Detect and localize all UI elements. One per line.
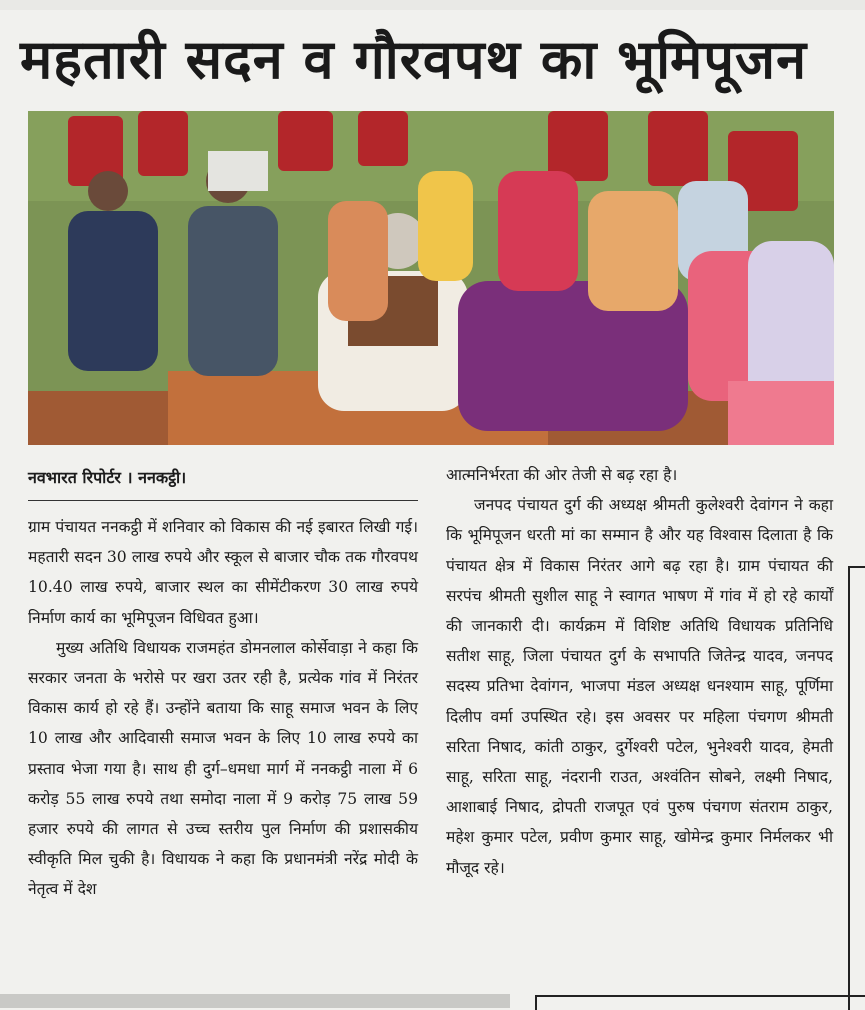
article-column-left [28, 512, 418, 905]
paragraph: आत्मनिर्भरता की ओर तेजी से बढ़ रहा है। [446, 466, 678, 484]
headline: महतारी सदन व गौरवपथ का भूमिपूजन [20, 28, 808, 91]
paragraph: जनपद पंचायत दुर्ग की अध्यक्ष श्रीमती कुलेश्वरी देवांगन ने कहा कि भूमिपूजन धरती मां का सम्मान है और यह विश्वास दिलाता है कि पंचायत क्षेत्र में विकास निरंतर आगे बढ़ रहा है। ग्राम पंचायत की सरपंच श्रीमती सुशील साहू ने स्वागत भाषण में गांव में हो रहे कार्यों की जानकारी दी। कार्यक्रम में विशिष्ट अतिथि विधायक प्रतिनिधि सतीश साहू, जिला पंचायत दुर्ग के सभापति जितेन्द्र यादव, जनपद सदस्य प्रतिभा देवांगन, भाजपा मंडल अध्यक्ष धनश्याम साहू, पूर्णिमा दिलीप वर्मा उपस्थित रहे। इस अवसर पर महिला पंचगण श्रीमती सरिता निषाद, कांती ठाकुर, दुर्गेश्वरी पटेल, भुनेश्वरी यादव, हेमती साहू, सरिता साहू, नंदरानी राउत, अश्वंतिन सोबने, लक्ष्मी निषाद, आशाबाई निषाद, द्रोपती राजपूत एवं पुरुष पंचगण संतराम ठाकुर, महेश कुमार पटेल, प्रवीण कुमार साहू, खोमेन्द्र कुमार निर्मलकर भी मौजूद रहे। [446, 496, 833, 877]
bottom-strip [0, 994, 510, 1008]
byline: नवभारत रिपोर्टर । ननकट्ठी। [28, 468, 187, 487]
adjacent-article-frame [848, 566, 865, 1010]
top-page-strip [0, 0, 865, 10]
paragraph: मुख्य अतिथि विधायक राजमहंत डोमनलाल कोर्सेवाड़ा ने कहा कि सरकार जनता के भरोसे पर खरा उतर रही है, प्रत्येक गांव में निरंतर विकास कार्य हो रहे हैं। उन्होंने बताया कि साहू समाज भवन के लिए 10 लाख और आदिवासी समाज भवन के लिए 10 लाख रुपये का प्रस्ताव भेजा गया है। साथ ही दुर्ग–धमधा मार्ग में ननकट्ठी नाला में 6 करोड़ 55 लाख रुपये तथा समोदा नाला में 9 करोड़ 75 लाख 59 हजार रुपये की लागत से उच्च स्तरीय पुल निर्माण की प्रशासकीय स्वीकृति मिल चुकी है। विधायक ने कहा कि प्रधानमंत्री नरेंद्र मोदी के नेतृत्व में देश [28, 638, 418, 899]
article-column-right [446, 460, 833, 883]
byline-divider [28, 500, 418, 501]
news-photo [28, 111, 834, 445]
paragraph: ग्राम पंचायत ननकट्ठी में शनिवार को विकास की नई इबारत लिखी गई। महतारी सदन 30 लाख रुपये और स्कूल से बाजार चौक तक गौरवपथ 10.40 लाख रुपये, बाजार स्थल का सीमेंटीकरण 30 लाख रुपये निर्माण कार्य का भूमिपूजन विधिवत हुआ। [28, 518, 418, 627]
